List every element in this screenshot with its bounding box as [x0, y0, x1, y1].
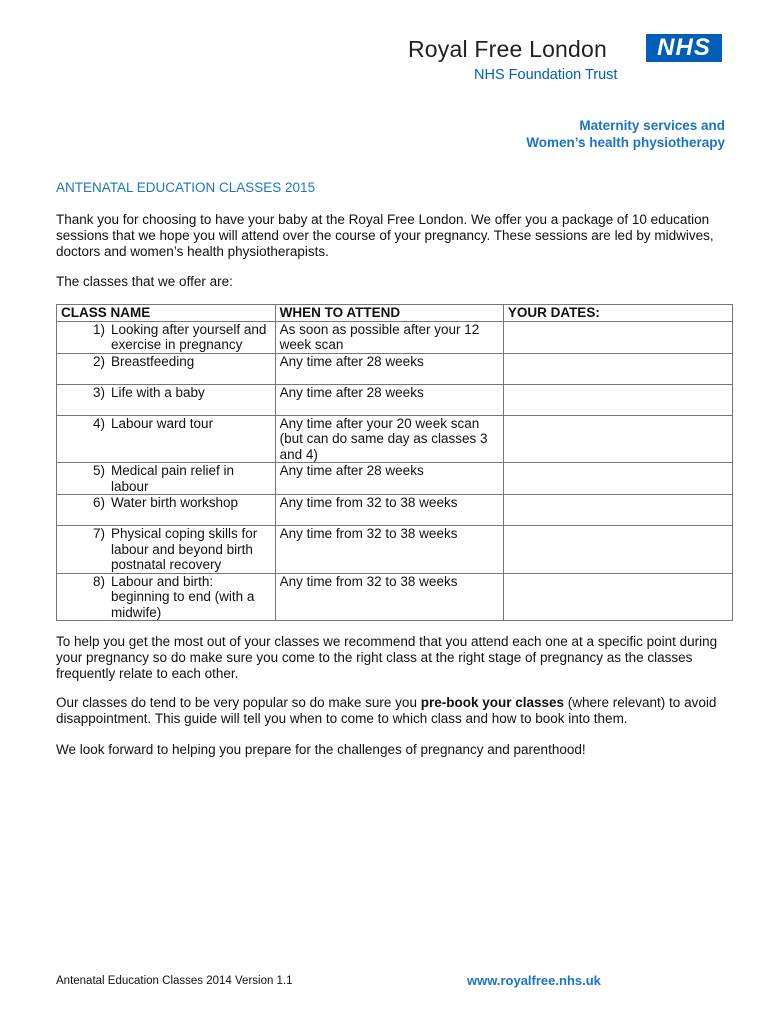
when-cell: Any time from 32 to 38 weeks — [275, 573, 503, 621]
advice-paragraph: To help you get the most out of your classes we recommend that you attend each one at a specific point during your pregnancy so do make sure you come to the right class at the right stage of pregnancy as the classes frequently relate to each other. — [56, 634, 718, 681]
class-name: Water birth workshop — [111, 495, 239, 510]
class-name: Labour and birth: beginning to end (with a midwife) — [111, 573, 255, 620]
when-cell: Any time after 28 weeks — [275, 463, 503, 495]
class-name-cell — [57, 415, 276, 463]
class-number: 7) — [92, 526, 105, 541]
table-row — [57, 573, 733, 621]
class-number: 4) — [92, 415, 105, 431]
class-name: Breastfeeding — [111, 353, 195, 369]
table-row — [57, 415, 733, 463]
intro-paragraph: Thank you for choosing to have your baby at the Royal Free London. We offer you a package of 10 education sessions that we hope you will attend over the course of your pregnancy. These sessions are led by midwives, doctors and women’s health physiotherapists. — [56, 212, 714, 259]
class-number: 3) — [92, 384, 105, 400]
class-number: 2) — [92, 353, 105, 369]
offer-line: The classes that we offer are: — [56, 274, 233, 289]
your-dates-cell[interactable] — [503, 321, 732, 353]
when-cell: As soon as possible after your 12 week scan — [275, 321, 503, 353]
header-when-to-attend: WHEN TO ATTEND — [275, 305, 503, 322]
your-dates-cell[interactable] — [503, 573, 732, 621]
booking-text-end: (where relevant) to avoid disappointment. This guide will tell you when to come to which class and how to book into them. — [56, 695, 717, 726]
booking-paragraph — [56, 695, 726, 727]
class-name-cell — [57, 573, 276, 621]
class-name-cell — [57, 353, 276, 384]
when-cell: Any time from 32 to 38 weeks — [275, 526, 503, 574]
class-name: Labour ward tour — [111, 415, 214, 431]
class-name: Medical pain relief in labour — [111, 463, 235, 494]
class-name: Looking after yourself and exercise in pregnancy — [111, 321, 267, 352]
when-cell: Any time after your 20 week scan (but can do same day as classes 3 and 4) — [275, 415, 503, 463]
pre-book-emphasis: pre-book your classes — [420, 695, 565, 710]
footer-version: Antenatal Education Classes 2014 Version 1.1 — [56, 975, 293, 987]
classes-table — [56, 304, 733, 621]
header-class-name: CLASS NAME — [57, 305, 276, 322]
class-number: 8) — [92, 573, 105, 589]
your-dates-cell[interactable] — [503, 526, 732, 574]
table-row — [57, 353, 733, 384]
department-title — [526, 117, 725, 151]
table-row — [57, 463, 733, 495]
class-name-cell — [57, 384, 276, 415]
department-line-1: Maternity services and — [579, 118, 725, 133]
nhs-logo: NHS — [646, 34, 722, 62]
table-row — [57, 384, 733, 415]
your-dates-cell[interactable] — [503, 463, 732, 495]
class-number: 6) — [92, 495, 105, 510]
org-name: Royal Free London — [408, 36, 608, 62]
when-cell: Any time after 28 weeks — [275, 353, 503, 384]
header-your-dates: YOUR DATES: — [503, 305, 732, 322]
when-cell: Any time after 28 weeks — [275, 384, 503, 415]
closing-paragraph: We look forward to helping you prepare for the challenges of pregnancy and parenthood! — [56, 742, 586, 757]
footer-website-link[interactable]: www.royalfree.nhs.uk — [467, 973, 601, 988]
class-name-cell — [57, 321, 276, 353]
table-header-row — [57, 305, 733, 322]
class-name: Life with a baby — [111, 384, 205, 400]
class-name-cell — [57, 463, 276, 495]
class-number: 1) — [92, 321, 105, 337]
your-dates-cell[interactable] — [503, 353, 732, 384]
document-heading: ANTENATAL EDUCATION CLASSES 2015 — [56, 180, 316, 195]
when-cell: Any time from 32 to 38 weeks — [275, 495, 503, 526]
trust-logo — [408, 34, 724, 90]
class-number: 5) — [92, 463, 105, 478]
trust-name: NHS Foundation Trust — [474, 67, 618, 83]
class-name-cell — [57, 495, 276, 526]
table-row — [57, 526, 733, 574]
class-name: Physical coping skills for labour and beyond birth postnatal recovery — [111, 526, 258, 572]
booking-text-start: Our classes do tend to be very popular so do make sure you — [56, 695, 421, 710]
table-row — [57, 495, 733, 526]
department-line-2: Women’s health physiotherapy — [526, 135, 725, 150]
your-dates-cell[interactable] — [503, 384, 732, 415]
class-name-cell — [57, 526, 276, 574]
your-dates-cell[interactable] — [503, 495, 732, 526]
your-dates-cell[interactable] — [503, 415, 732, 463]
table-row — [57, 321, 733, 353]
